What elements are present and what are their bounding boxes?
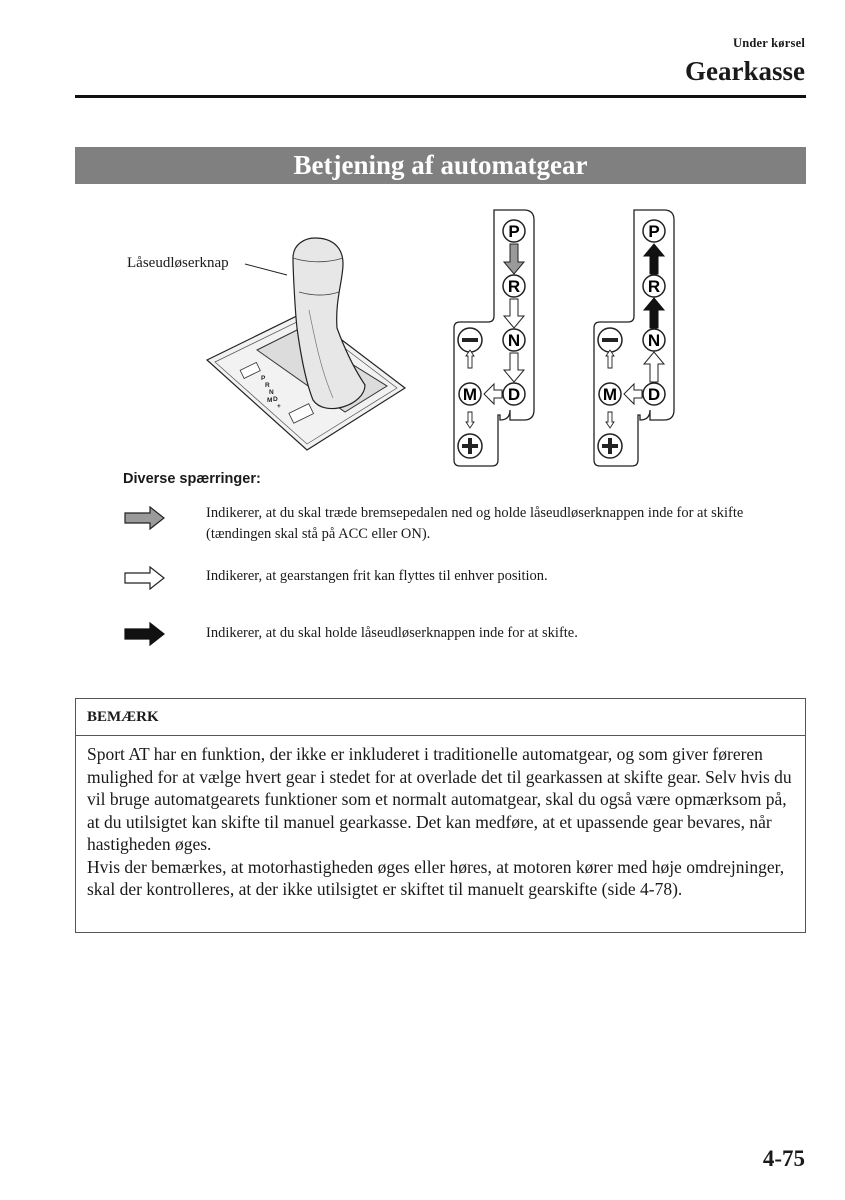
note-box [75, 698, 806, 933]
section-title: Betjening af automatgear [293, 150, 588, 180]
svg-text:R: R [507, 277, 521, 296]
running-header-section: Under kørsel [733, 36, 805, 50]
svg-text:D: D [647, 385, 661, 404]
shift-figure [75, 200, 715, 470]
section-title-bar [75, 147, 806, 184]
gate-diagram-right [594, 210, 674, 466]
note-heading: BEMÆRK [76, 699, 805, 736]
legend-item-gray-text: Indikerer, at du skal træde bremsepedalen ned og holde låseudløserknappen inde for at skifte (tændingen skal stå på ACC eller ON). [206, 505, 744, 542]
svg-text:N: N [647, 331, 661, 350]
legend-item-white-text: Indikerer, at gearstangen frit kan flyttes til enhver position. [206, 568, 548, 584]
svg-text:P: P [648, 222, 660, 241]
shift-lever-illustration [207, 238, 405, 450]
svg-text:N: N [269, 389, 274, 396]
svg-text:R: R [265, 382, 270, 389]
legend-item-black-text: Indikerer, at du skal holde låseudløserknappen inde for at skifte. [206, 625, 578, 641]
black-arrow-icon [124, 622, 166, 646]
svg-text:M: M [462, 385, 478, 404]
header-rule [75, 95, 806, 98]
svg-text:D: D [273, 396, 278, 403]
svg-text:N: N [507, 331, 521, 350]
svg-text:+: + [277, 403, 281, 410]
note-body: Sport AT har en funktion, der ikke er inkluderet i traditionelle automatgear, og som giver føreren mulighed for at vælge hvert gear i stedet for at overlade det til gearkassen at skifte gear. Selv hvis du vil bruge automatgearets funktioner som et normalt automatgear, skal du også være opmærksom på, at du utilsigtet kan skifte til manuel gearkasse. Det kan medføre, at et upassende gear bevares, når hastigheden øges. Hvis der bemærkes, at motorhastigheden øges eller høres, at motoren kører med høje omdrejninger, skal der kontrolleres, at der ikke utilsigtet er skiftet til manuelt gearskifte (side 4-78). [87, 744, 792, 899]
gate-diagram-left [454, 210, 534, 466]
svg-text:D: D [507, 385, 521, 404]
page-number: 4-75 [762, 1146, 805, 1171]
svg-text:P: P [508, 222, 520, 241]
gray-arrow-icon [124, 506, 166, 530]
running-header-title: Gearkasse [685, 56, 805, 86]
legend-heading: Diverse spærringer: [123, 471, 261, 487]
svg-text:P: P [261, 375, 266, 382]
svg-text:M: M [602, 385, 618, 404]
white-arrow-icon [124, 566, 166, 590]
release-button-label: Låseudløserknap [127, 255, 229, 271]
callout-line [245, 264, 287, 275]
svg-text:M: M [267, 397, 273, 404]
svg-text:R: R [647, 277, 661, 296]
